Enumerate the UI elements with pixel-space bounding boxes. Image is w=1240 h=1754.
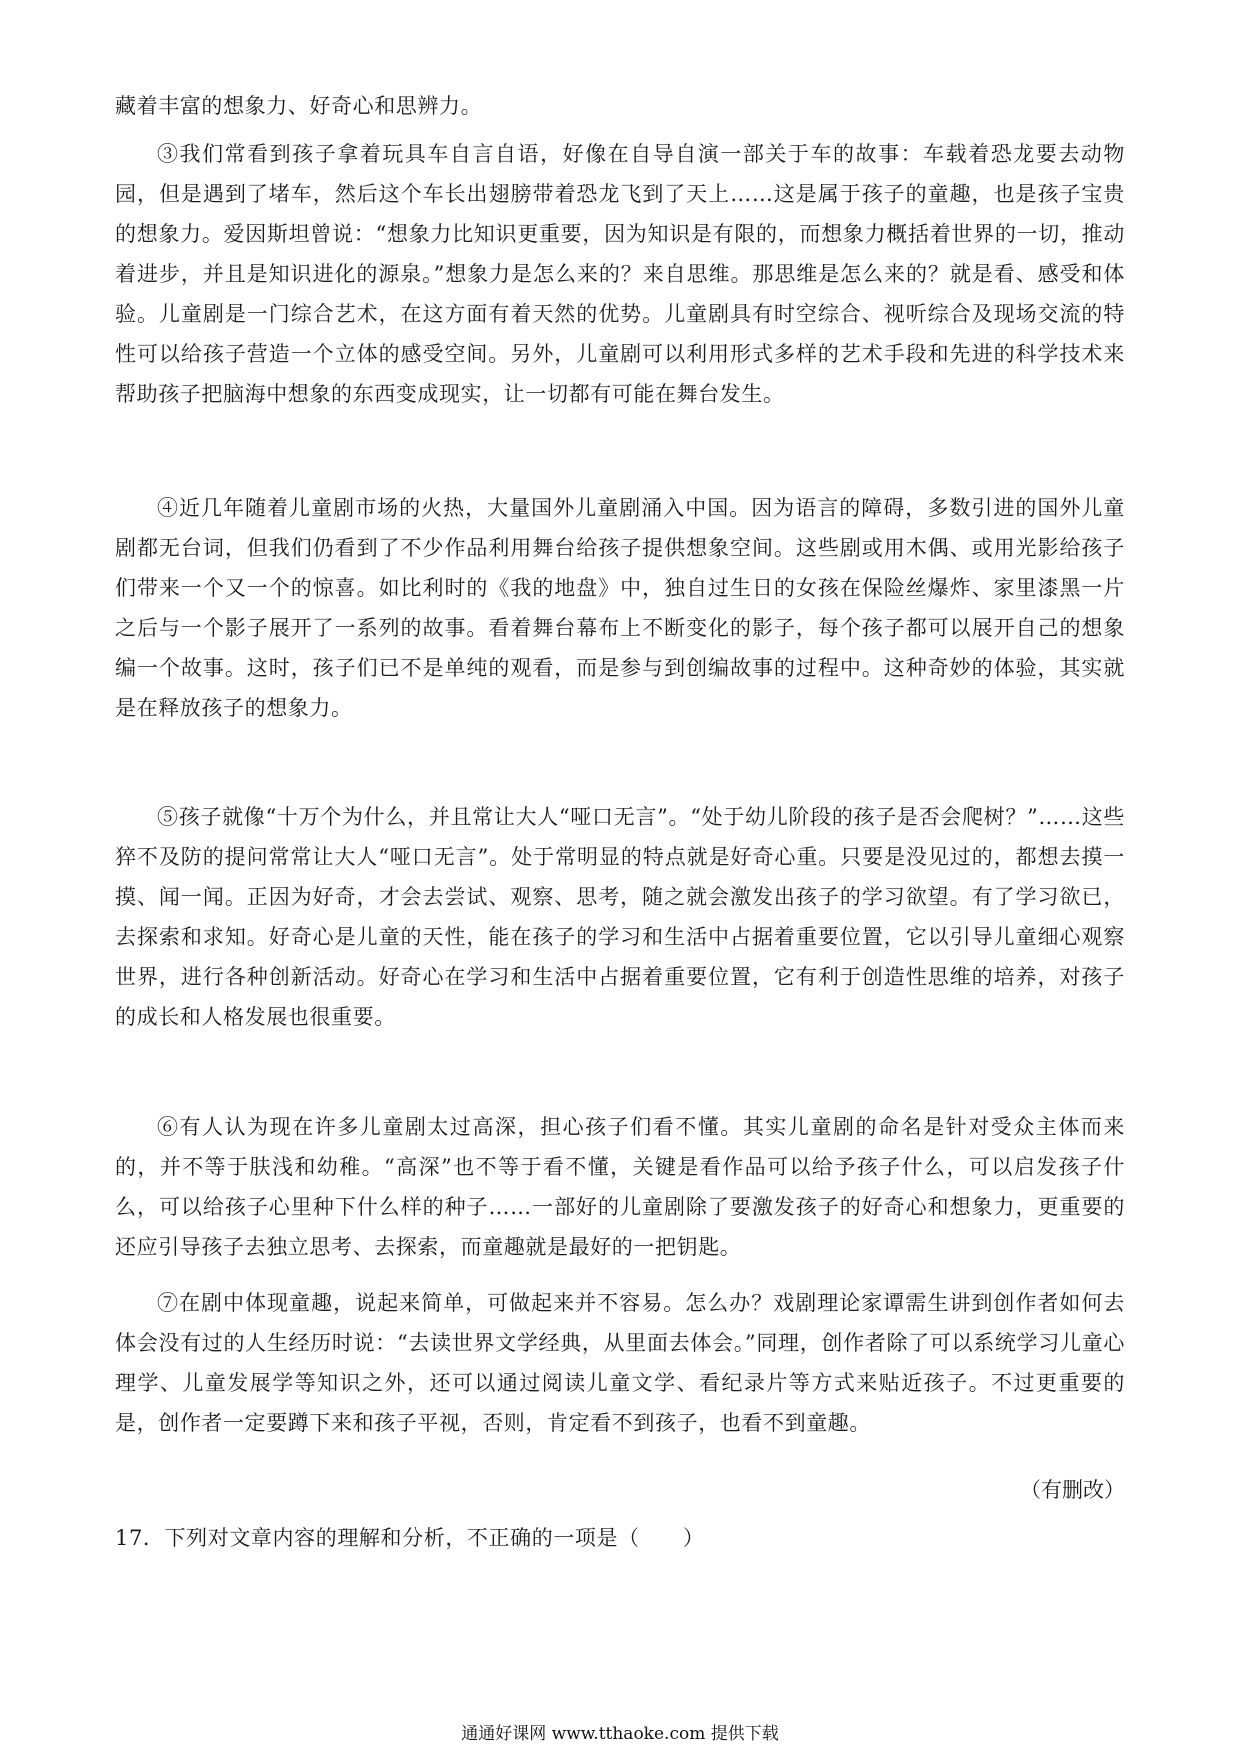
paragraph-7: ⑦在剧中体现童趣，说起来简单，可做起来并不容易。怎么办？戏剧理论家谭需生讲到创作者如何去体会没有过的人生经历时说：“去读世界文学经典，从里面去体会。”同理，创作者除了可以系统学习儿童心理学、儿童发展学等知识之外，还可以通过阅读儿童文学、看纪录片等方式来贴近孩子。不过更重要的是，创作者一定要蹲下来和孩子平视，否则，肯定看不到孩子，也看不到童趣。 (115, 1291, 1125, 1435)
paragraph-4: ④近几年随着儿童剧市场的火热，大量国外儿童剧涌入中国。因为语言的障碍，多数引进的国外儿童剧都无台词，但我们仍看到了不少作品利用舞台给孩子提供想象空间。这些剧或用木偶、或用光影给孩子们带来一个又一个的惊喜。如比利时的《我的地盘》中，独自过生日的女孩在保险丝爆炸、家里漆黑一片之后与一个影子展开了一系列的故事。看着舞台幕布上不断变化的影子，每个孩子都可以展开自己的想象编一个故事。这时，孩子们已不是单纯的观看，而是参与到创编故事的过程中。这种奇妙的体验，其实就是在释放孩子的想象力。 (115, 496, 1125, 720)
paragraph-continuation: 藏着丰富的想象力、好奇心和思辨力。 (115, 94, 483, 118)
question-17: 17．下列对文章内容的理解和分析，不正确的一项是（ ） (115, 1526, 705, 1550)
paragraph-5: ⑤孩子就像“十万个为什么，并且常让大人“哑口无言”。“处于幼儿阶段的孩子是否会爬树？”……这些猝不及防的提问常常让大人“哑口无言”。处于常明显的特点就是好奇心重。只要是没见过的，都想去摸一摸、闻一闻。正因为好奇，才会去尝试、观察、思考，随之就会激发出孩子的学习欲望。有了学习欲已，去探索和求知。好奇心是儿童的天性，能在孩子的学习和生活中占据着重要位置，它以引导儿童细心观察世界，进行各种创新活动。好奇心在学习和生活中占据着重要位置，它有利于创造性思维的培养，对孩子的成长和人格发展也很重要。 (115, 805, 1125, 1029)
paragraph-3: ③我们常看到孩子拿着玩具车自言自语，好像在自导自演一部关于车的故事：车载着恐龙要去动物园，但是遇到了堵车，然后这个车长出翅膀带着恐龙飞到了天上……这是属于孩子的童趣，也是孩子宝贵的想象力。爱因斯坦曾说：“想象力比知识更重要，因为知识是有限的，而想象力概括着世界的一切，推动着进步，并且是知识进化的源泉。”想象力是怎么来的？来自思维。那思维是怎么来的？就是看、感受和体验。儿童剧是一门综合艺术，在这方面有着天然的优势。儿童剧具有时空综合、视听综合及现场交流的特性可以给孩子营造一个立体的感受空间。另外，儿童剧可以利用形式多样的艺术手段和先进的科学技术来帮助孩子把脑海中想象的东西变成现实，让一切都有可能在舞台发生。 (115, 142, 1125, 406)
footer-watermark: 通通好课网 www.tthaoke.com 提供下载 (461, 1724, 779, 1744)
paragraph-6: ⑥有人认为现在许多儿童剧太过高深，担心孩子们看不懂。其实儿童剧的命名是针对受众主体而来的，并不等于肤浅和幼稚。“高深”也不等于看不懂，关键是看作品可以给予孩子什么，可以启发孩子什么，可以给孩子心里种下什么样的种子……一部好的儿童剧除了要激发孩子的好奇心和想象力，更重要的还应引导孩子去独立思考、去探索，而童趣就是最好的一把钥匙。 (115, 1115, 1125, 1259)
source-note: （有删改） (1020, 1478, 1125, 1502)
